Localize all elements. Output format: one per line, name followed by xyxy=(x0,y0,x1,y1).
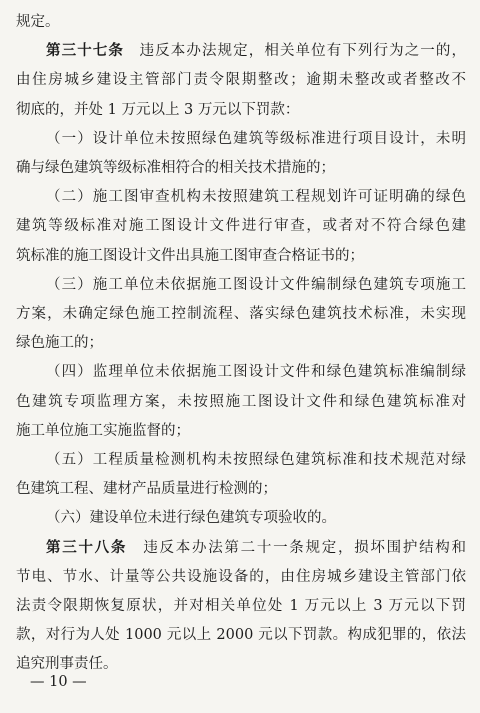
text-line xyxy=(16,358,466,387)
line-text: （二）施工图审查机构未按照建筑工程规划许可证明确的绿色 xyxy=(46,189,466,206)
line-text: 违反本办法规定，相关单位有下列行为之一的， xyxy=(123,43,467,60)
text-line xyxy=(16,417,466,446)
text-line xyxy=(16,271,466,300)
line-text: （六）建设单位未进行绿色建筑专项验收的。 xyxy=(46,510,336,527)
line-text: 追究刑事责任。 xyxy=(16,656,118,673)
line-text: 筑标准的施工图设计文件出具施工图审查合格证书的； xyxy=(16,247,364,264)
line-text: 施工单位施工实施监督的； xyxy=(16,422,190,439)
text-line xyxy=(16,183,466,212)
text-line xyxy=(16,621,466,650)
line-text: （四）监理单位未依据施工图设计文件和绿色建筑标准编制绿 xyxy=(46,364,466,381)
text-line xyxy=(16,125,466,154)
line-text: 违反本办法第二十一条规定，损坏围护结构和 xyxy=(127,539,467,556)
text-line xyxy=(16,563,466,592)
line-text: 色建筑工程、建材产品质量进行检测的； xyxy=(16,481,277,498)
text-line xyxy=(16,592,466,621)
text-line xyxy=(16,154,466,183)
text-line xyxy=(16,8,466,37)
text-line xyxy=(16,504,466,533)
line-text: 色建筑专项监理方案，未按照施工图设计文件和绿色建筑标准对 xyxy=(16,393,466,410)
text-line xyxy=(16,37,466,66)
text-line xyxy=(16,329,466,358)
line-text: 款，对行为人处 1000 元以上 2000 元以下罚款。构成犯罪的，依法 xyxy=(16,627,466,644)
text-line xyxy=(16,242,466,271)
text-line xyxy=(16,388,466,417)
line-text: 建筑等级标准对施工图设计文件进行审查，或者对不符合绿色建 xyxy=(16,218,466,235)
line-text: 彻底的，并处 1 万元以上 3 万元以下罚款： xyxy=(16,101,300,118)
line-text: （三）施工单位未依据施工图设计文件编制绿色建筑专项施工 xyxy=(46,276,466,293)
text-line xyxy=(16,300,466,329)
page-number: — 10 — xyxy=(30,674,87,690)
line-text: 由住房城乡建设主管部门责令限期整改；逾期未整改或者整改不 xyxy=(16,72,466,89)
text-line xyxy=(16,212,466,241)
text-line xyxy=(16,96,466,125)
text-line xyxy=(16,475,466,504)
article-number: 第三十七条 xyxy=(46,43,124,60)
line-text: 法责令限期恢复原状，并对相关单位处 1 万元以上 3 万元以下罚 xyxy=(16,598,466,615)
line-text: 节电、节水、计量等公共设施设备的，由住房城乡建设主管部门依 xyxy=(16,568,466,585)
line-text: （五）工程质量检测机构未按照绿色建筑标准和技术规范对绿 xyxy=(46,452,466,469)
line-text: 方案，未确定绿色施工控制流程、落实绿色建筑技术标准，未实现 xyxy=(16,306,466,323)
text-line xyxy=(16,66,466,95)
text-line xyxy=(16,446,466,475)
line-text: 确与绿色建筑等级标准相符合的相关技术措施的； xyxy=(16,160,335,177)
document-body xyxy=(16,8,466,680)
line-text: 绿色施工的； xyxy=(16,335,103,352)
line-text: 规定。 xyxy=(16,14,60,30)
text-line xyxy=(16,534,466,563)
line-text: （一）设计单位未按照绿色建筑等级标准进行项目设计，未明 xyxy=(46,130,466,147)
article-number: 第三十八条 xyxy=(46,539,128,556)
